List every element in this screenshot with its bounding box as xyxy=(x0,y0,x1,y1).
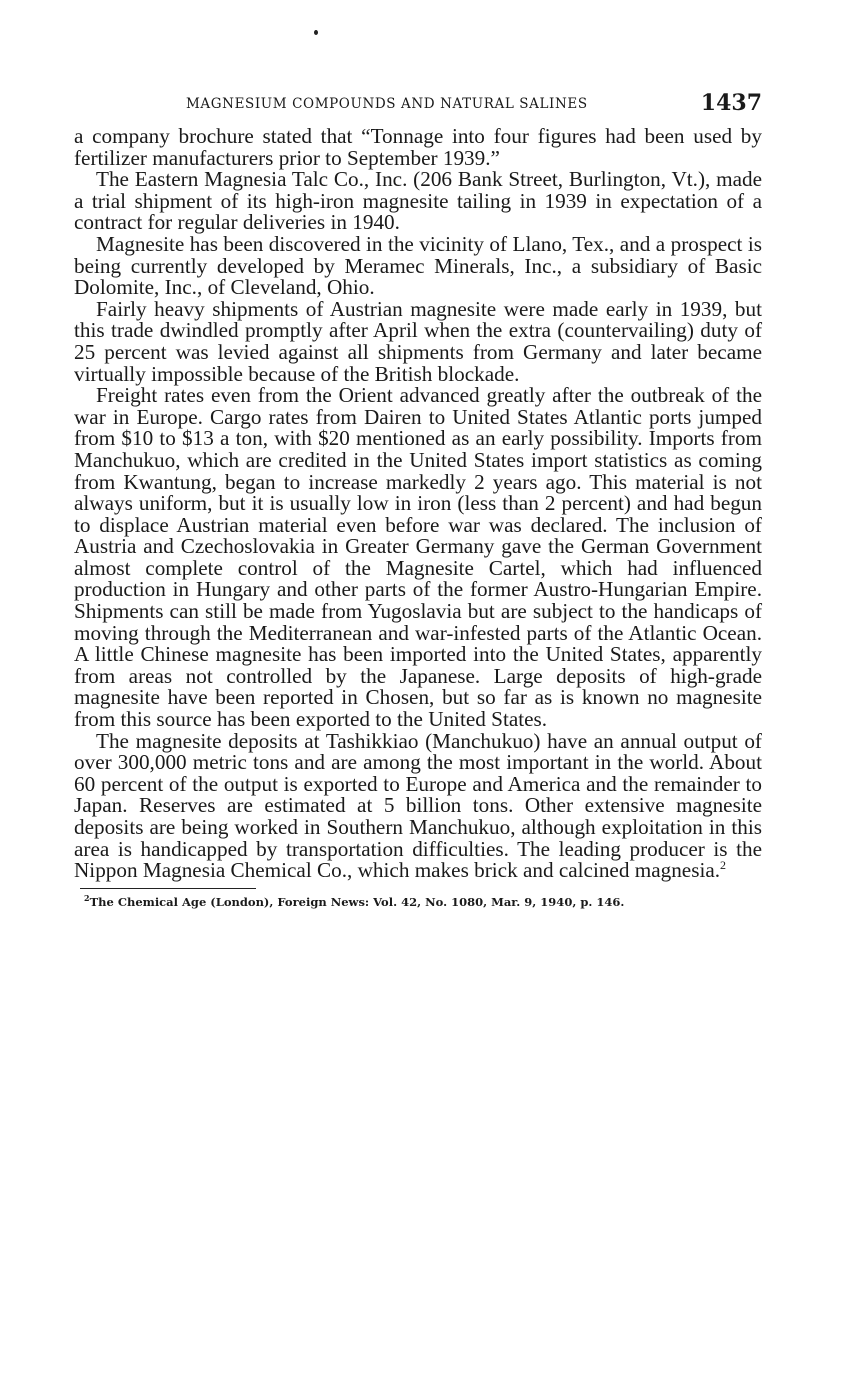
paragraph: Magnesite has been discovered in the vicinity of Llano, Tex., and a prospect is being currently developed by Meramec Minerals, Inc., a subsidiary of Basic Dolomite, Inc., of Cleveland, Ohio. xyxy=(74,231,762,300)
paragraph: The magnesite deposits at Tashikkiao (Manchukuo) have an annual output of over 300,000 metric tons and are among the most important in the world. About 60 percent of the output is exported to Europe and America and the remainder to Japan. Reserves are estimated at 5 billion tons. Other extensive magnesite deposits are being worked in Southern Manchukuo, although exploitation in this area is handicapped by transportation difficulties. The leading producer is the Nippon Magnesia Chemical Co., which makes brick and calcined magnesia.$^2$ xyxy=(74,728,762,883)
footnote xyxy=(84,892,762,909)
body-text xyxy=(74,126,762,882)
footnote-mark: 2 xyxy=(84,892,90,903)
page-number: 1437 xyxy=(700,90,762,116)
running-head: MAGNESIUM COMPOUNDS AND NATURAL SALINES xyxy=(186,96,588,112)
footnote-reference: 2 xyxy=(720,858,727,873)
paragraph: The Eastern Magnesia Talc Co., Inc. (206 Bank Street, Burlington, Vt.), made a trial shipment of its high-iron magnesite tailing in 1939 in expectation of a contract for regular deliveries in 1940. xyxy=(74,167,762,235)
footnote-text: The Chemical Age (London), Foreign News: Vol. 42, No. 1080, Mar. 9, 1940, p. 146. xyxy=(89,894,625,909)
paragraph: Freight rates even from the Orient advanced greatly after the outbreak of the war in Europe. Cargo rates from Dairen to United States Atlantic ports jumped from $10 to $13 a ton, with $20 mentioned as an early possibility. Imports from Manchukuo, which are credited in the United States import statistics as coming from Kwantung, began to increase markedly 2 years ago. This material is not always uniform, but it is usually low in iron (less than 2 percent) and had begun to displace Austrian material even before war was declared. The inclusion of Austria and Czechoslovakia in Greater Germany gave the German Government almost complete control of the Magnesite Cartel, which had influenced production in Hungary and other parts of the former Austro-Hungarian Empire. Shipments can still be made from Yugoslavia but are subject to the handicaps of moving through the Mediterranean and war-infested parts of the Atlantic Ocean. A little Chinese magnesite has been imported into the United States, apparently from areas not controlled by the Japanese. Large deposits of high-grade magnesite have been reported in Chosen, but so far as is known no magnesite from this source has been exported to the United States. xyxy=(74,383,762,732)
stray-ink-dot xyxy=(314,30,318,35)
page-header xyxy=(74,92,762,126)
paragraph: a company brochure stated that “Tonnage into four figures had been used by fertilizer manufacturers prior to September 1939.” xyxy=(74,124,762,170)
footnote-rule xyxy=(80,888,256,889)
paragraph: Fairly heavy shipments of Austrian magnesite were made early in 1939, but this trade dwindled promptly after April when the extra (countervailing) duty of 25 percent was levied against all shipments from Germany and later became virtually impossible because of the British blockade. xyxy=(74,296,762,386)
document-page xyxy=(74,92,762,909)
